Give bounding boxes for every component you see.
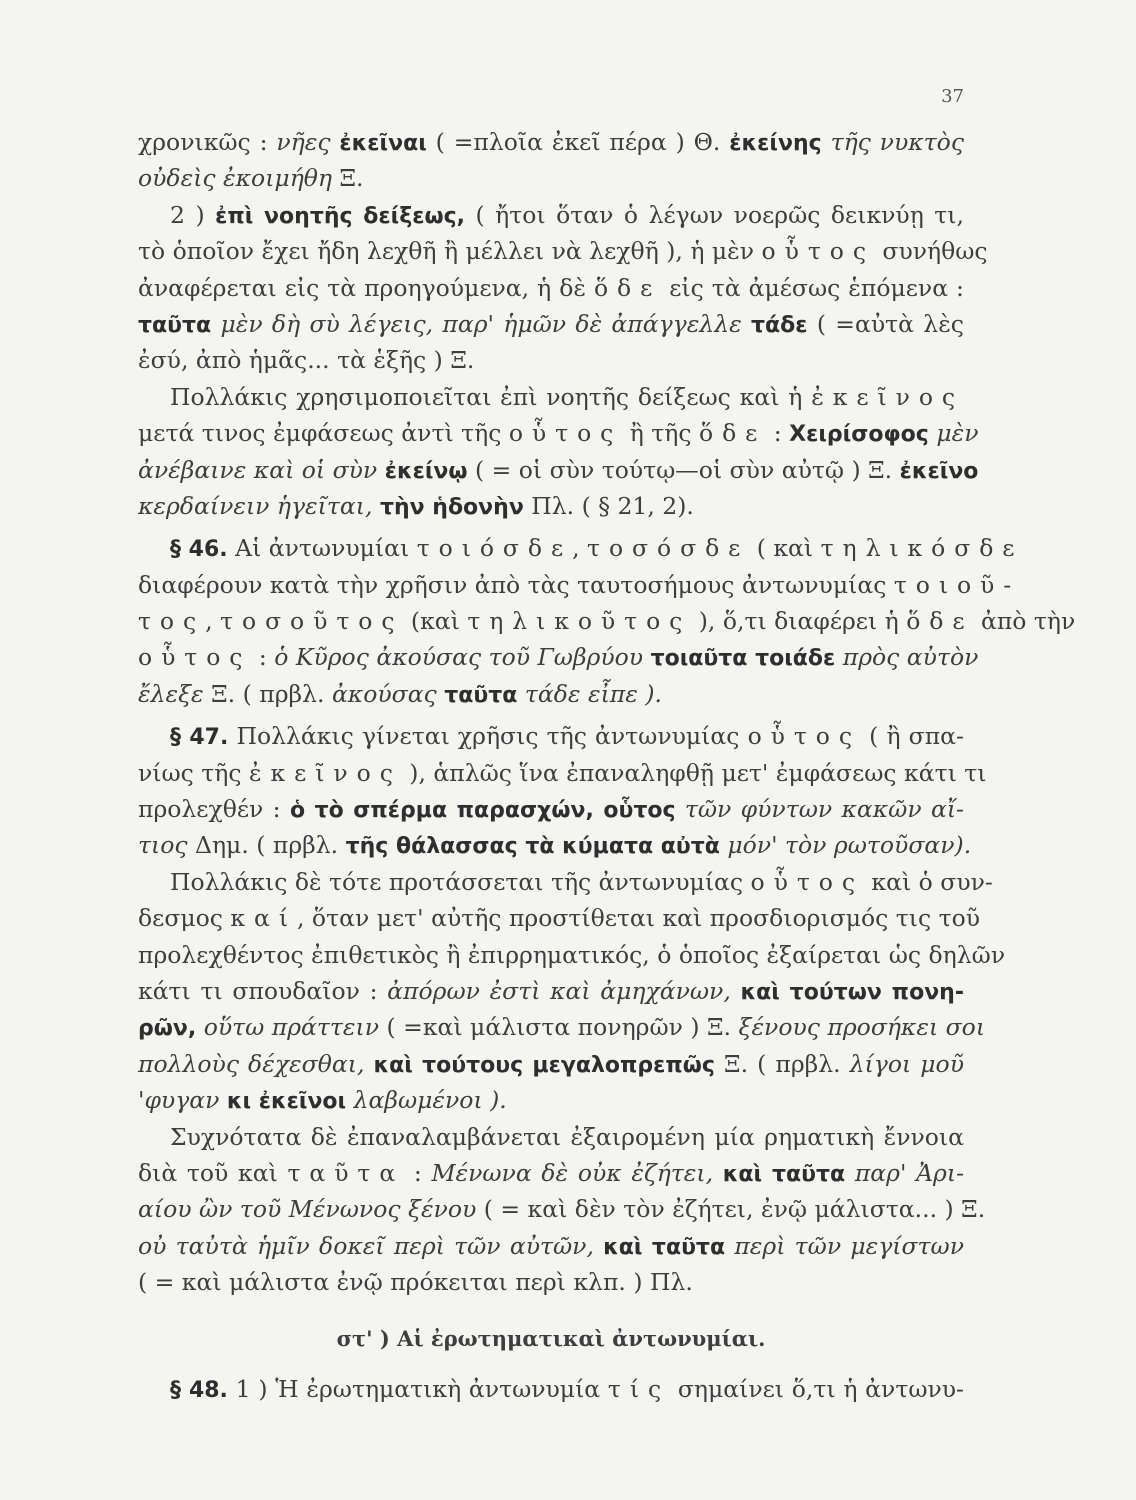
italic-example: τάδε εἶπε ).: [524, 679, 662, 708]
bold-term: Χειρίσοφος: [789, 422, 929, 448]
text-run: [346, 1086, 353, 1114]
text-run: 2 ): [170, 200, 216, 229]
text-run: ( ἢ σπα-: [860, 722, 964, 751]
text-line: [138, 1228, 964, 1264]
italic-example: ἔλεξε: [138, 679, 204, 708]
text-line: [138, 676, 964, 712]
spaced-term: οὗτος: [750, 867, 864, 896]
bold-term: ἐκείνῳ: [384, 458, 468, 484]
text-run: προλεχθέντος ἐπιθετικὸς ἢ ἐπιρρηματικός, ὁ ὁποῖος ἐξαίρεται ὡς δηλῶν: [138, 940, 1006, 969]
text-run: Πολλάκις γίνεται χρῆσις τῆς ἀντωνυμίας: [228, 722, 748, 751]
text-run: συνήθως: [874, 237, 988, 266]
bold-term: καὶ τούτους μεγαλοπρεπῶς: [373, 1052, 715, 1078]
bold-term: ἐπὶ νοητῆς δείξεως,: [215, 203, 465, 229]
text-line: [138, 197, 964, 233]
italic-example: αίου ὢν τοῦ Μένωνος ξένου: [138, 1195, 477, 1224]
text-line: [138, 603, 1076, 639]
text-run: ἢ τῆς: [622, 419, 699, 448]
text-line: [138, 1119, 964, 1155]
spaced-term: ἐκεῖνος: [811, 382, 964, 411]
text-run: Συχνότατα δὲ ἐπαναλαμβάνεται ἐξαιρομένη μία ρηματικὴ ἔννοια: [170, 1122, 964, 1151]
text-line: [138, 791, 964, 827]
italic-example: πολλοὺς δέχεσθαι,: [138, 1049, 365, 1078]
text-run: [845, 1159, 855, 1187]
text-run: Δημ. ( πρβλ.: [187, 831, 346, 860]
italic-example: μόν' τὸν ρωτοῦσαν).: [727, 831, 972, 860]
spaced-term: ὅδε: [593, 273, 662, 302]
text-line: [138, 1082, 964, 1118]
text-run: ,: [572, 534, 588, 563]
text-run: νίως τῆς: [138, 758, 250, 787]
bold-term: ἐκεῖνο: [899, 458, 979, 484]
text-run: ἀναφέρεται εἰς τὰ προηγούμενα, ἡ δὲ: [138, 273, 594, 302]
text-run: [742, 310, 751, 338]
text-line: [138, 827, 972, 863]
text-line: [138, 379, 964, 415]
text-run: τὸ ὁποῖον ἔχει ἤδη λεχθῆ ἢ μέλλει νὰ λεχθῆ ), ἡ μὲν: [138, 237, 762, 266]
spaced-term: ὅδε: [698, 419, 767, 448]
text-line: [138, 755, 987, 791]
bold-term: καὶ ταῦτα: [603, 1234, 726, 1260]
text-run: ( = καὶ μάλιστα ἐνῷ πρόκειται περὶ κλπ. ) Πλ.: [138, 1268, 693, 1297]
bold-term: τὴν ἡδονὴν: [379, 494, 524, 520]
bold-term: § 47.: [170, 725, 229, 751]
text-line: [138, 864, 993, 900]
spaced-term: καί: [230, 904, 297, 933]
text-run: [372, 492, 379, 520]
bold-term: § 46.: [170, 537, 228, 563]
page-number: 37: [941, 86, 964, 107]
italic-example: ἀκούσας: [331, 679, 437, 708]
text-run: διαφέρουν κατὰ τὴν χρῆσιν ἀπὸ τὰς ταυτοσήμους ἀντωνυμίας: [138, 570, 894, 599]
text-run: ( = οἱ σὺν τούτῳ—οἱ σὺν αὐτῷ ) Ξ.: [467, 455, 900, 484]
spaced-term: ταῦτα: [287, 1158, 405, 1187]
italic-example: λίγοι μοῦ: [849, 1049, 964, 1078]
spaced-term: τίς: [607, 1374, 671, 1403]
section-subheading: στ' ) Αἱ ἐρωτηματικαὶ ἀντωνυμίαι.: [336, 1325, 766, 1351]
text-run: [725, 1232, 734, 1260]
text-line: [138, 306, 964, 342]
bold-term: ρῶν,: [138, 1016, 197, 1042]
spaced-term: οὗτος: [761, 237, 875, 266]
text-line: [138, 233, 988, 269]
bold-term: τάδε: [751, 312, 808, 338]
text-run: καὶ ὁ συν-: [863, 867, 993, 896]
text-run: :: [251, 643, 275, 672]
italic-example: ὁ Κῦρος ἀκούσας τοῦ Γωβρύου: [274, 643, 644, 672]
text-run: Πολλάκις χρησιμοποιεῖται ἐπὶ νοητῆς δείξεως καὶ ἡ: [170, 382, 812, 411]
spaced-term: ὅδε: [906, 607, 974, 636]
bold-term: ταῦτα: [138, 312, 212, 338]
text-run: Ξ. ( πρβλ.: [203, 679, 332, 708]
spaced-term: οὗτος: [747, 722, 861, 751]
text-run: [594, 1232, 603, 1260]
text-line: [138, 452, 979, 488]
text-line: [138, 342, 964, 378]
text-run: ἐσύ, ἀπὸ ἡμᾶς... τὰ ἑξῆς ) Ξ.: [138, 346, 475, 375]
text-run: , ὅταν μετ' αὐτῆς προστίθεται καὶ προσδιορισμός τις τοῦ: [296, 904, 981, 933]
text-run: ), ὅ,τι διαφέρει ἡ: [691, 607, 907, 636]
italic-example: λαβωμένοι ).: [353, 1086, 507, 1115]
text-run: ( =καὶ μάλιστα πονηρῶν ) Ξ.: [379, 1013, 739, 1042]
text-run: [219, 1086, 226, 1114]
text-run: ( ἤτοι ὅταν ὁ λέγων νοερῶς δεικνύῃ τι,: [464, 200, 964, 229]
text-line: [138, 415, 979, 451]
text-run: ), ἁπλῶς ἵνα ἐπαναληφθῇ μετ' ἐμφάσεως κάτι τι: [401, 758, 987, 787]
spaced-term: τηλικοῦτος: [467, 607, 692, 636]
text-line: [138, 488, 964, 524]
bold-term: καὶ ταῦτα: [722, 1161, 846, 1187]
italic-example: τῶν φύντων κακῶν αἴ-: [684, 795, 964, 824]
italic-example: μὲν: [936, 419, 979, 448]
italic-example: παρ' Ἀρι-: [854, 1158, 965, 1187]
text-run: [713, 1159, 723, 1187]
text-run: ἀπὸ τὴν: [973, 607, 1076, 636]
bold-term: § 48.: [170, 1377, 228, 1403]
text-line: [138, 124, 964, 160]
text-run: [377, 456, 384, 484]
text-run: ( = καὶ δὲν τὸν ἐζήτει, ἐνῷ μάλιστα... ) Ξ.: [476, 1195, 986, 1224]
spaced-term: τοσόσδε: [587, 534, 750, 563]
bold-term: κι ἐκεῖνοι: [226, 1089, 347, 1115]
text-line: [138, 973, 964, 1009]
text-run: μετά τινος ἐμφάσεως ἀντὶ τῆς: [138, 419, 509, 448]
italic-example: νῆες: [276, 128, 331, 156]
italic-example: περὶ τῶν μεγίστων: [734, 1231, 964, 1260]
spaced-term: τοιόσδε: [416, 534, 573, 563]
text-run: ,: [205, 607, 221, 636]
text-run: [517, 680, 524, 708]
text-run: Αἱ ἀντωνυμίαι: [227, 534, 417, 563]
italic-example: τιος: [138, 831, 188, 860]
text-run: [196, 1013, 203, 1041]
text-line: [138, 639, 979, 675]
text-line: [138, 1264, 964, 1300]
bold-term: τῆς θάλασσας τὰ κύματα αὐτὰ: [345, 834, 720, 860]
text-line: [138, 530, 1024, 566]
text-run: Πλ. ( § 21, 2).: [523, 491, 694, 520]
italic-example: οὕτω πράττειν: [203, 1013, 380, 1042]
spaced-term: ἐκεῖνος: [249, 758, 402, 787]
spaced-term: τηλικόσδε: [820, 534, 1024, 563]
text-run: 1 ) Ἡ ἐρωτηματικὴ ἀντωνυμία: [227, 1374, 608, 1403]
text-line: [138, 567, 1021, 603]
text-line: [138, 937, 1006, 973]
text-run: κάτι τι σπουδαῖον :: [138, 976, 388, 1005]
bold-term: ὁ τὸ σπέρμα παρασχών, οὗτος: [289, 798, 676, 824]
text-run: :: [766, 419, 790, 448]
spaced-term: τοιοῦ-: [893, 570, 1021, 599]
text-run: δεσμος: [138, 904, 231, 933]
text-lines: [138, 124, 1076, 1301]
text-run: (καὶ: [403, 607, 468, 636]
text-run: [364, 1050, 373, 1078]
italic-example: 'φυγαν: [138, 1086, 220, 1115]
italic-example: ἀπόρων ἐστὶ καὶ ἀμηχάνων,: [387, 976, 731, 1005]
italic-example: κερδαίνειν ἡγεῖται,: [138, 491, 373, 520]
bold-term: καὶ τούτων πονη-: [740, 979, 964, 1005]
text-run: [643, 643, 650, 671]
text-run: ( καὶ: [749, 534, 821, 563]
text-run: [835, 643, 842, 671]
text-run: διὰ τοῦ καὶ: [138, 1158, 288, 1187]
bold-term: ταῦτα: [444, 682, 518, 708]
text-run: ( =πλοῖα ἐκεῖ πέρα ) Θ.: [426, 128, 730, 156]
spaced-term: οὗτος: [138, 643, 252, 672]
spaced-term: οὗτος: [508, 419, 623, 448]
text-run: εἰς τὰ ἀμέσως ἑπόμενα :: [661, 273, 964, 302]
text-run: Ξ. ( πρβλ.: [714, 1049, 850, 1078]
bold-term: τοιαῦτα τοιάδε: [650, 646, 836, 672]
text-line: [138, 718, 964, 754]
text-run: [822, 128, 831, 156]
text-run: προλεχθέν :: [138, 795, 290, 824]
text-line: [138, 1191, 986, 1227]
text-line: [138, 160, 964, 196]
italic-example: οὐ ταὐτὰ ἡμῖν δοκεῖ περὶ τῶν αὐτῶν,: [138, 1231, 594, 1260]
text-run: χρονικῶς :: [138, 128, 277, 156]
text-run: Ξ.: [332, 164, 364, 193]
text-run: Πολλάκις δὲ τότε προτάσσεται τῆς ἀντωνυμίας: [170, 867, 751, 896]
text-run: [676, 795, 685, 823]
italic-example: οὐδεὶς ἐκοιμήθη: [138, 164, 333, 193]
text-line: [138, 900, 981, 936]
text-line: [138, 1046, 964, 1082]
italic-example: ξένους προσήκει σοι: [738, 1013, 986, 1042]
text-run: σημαίνει ὅ,τι ἡ ἀντωνυ-: [670, 1374, 964, 1403]
body-text: [138, 124, 1076, 1407]
text-line: [138, 270, 964, 306]
bold-term: ἐκεῖναι: [339, 131, 427, 156]
text-run: ( =αὐτὰ λὲς: [807, 309, 964, 338]
text-line-last: [138, 1371, 964, 1407]
spaced-term: τος: [138, 607, 206, 636]
italic-example: Μένωνα δὲ οὐκ ἐζήτει,: [431, 1158, 714, 1187]
text-line: [138, 1009, 986, 1045]
bold-term: ἐκείνης: [729, 131, 822, 156]
italic-example: τῆς νυκτὸς: [830, 128, 964, 156]
italic-example: ἀνέβαινε καὶ οἱ σὺν: [138, 455, 378, 484]
italic-example: μὲν δὴ σὺ λέγεις, παρ' ἡμῶν δὲ ἀπάγγελλε: [220, 309, 742, 338]
italic-example: πρὸς αὐτὸν: [842, 643, 979, 672]
text-run: :: [404, 1158, 432, 1187]
spaced-term: τοσοῦτος: [220, 607, 404, 636]
text-line: [138, 1155, 964, 1191]
